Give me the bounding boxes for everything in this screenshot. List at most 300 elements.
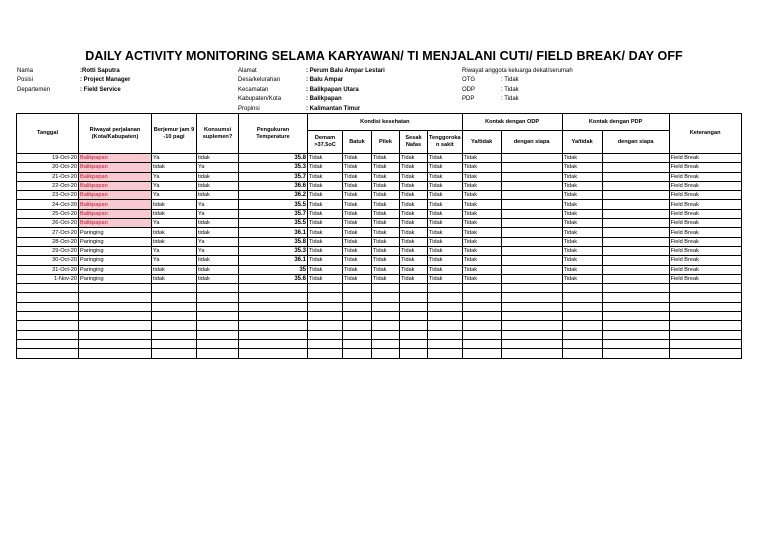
cell-odp-siapa bbox=[501, 209, 562, 218]
family-otg-label: OTG bbox=[462, 77, 475, 84]
employee-department-value: : Field Service bbox=[80, 86, 121, 93]
cell-tenggorokan: Tidak bbox=[428, 200, 463, 209]
empty-cell bbox=[197, 284, 239, 293]
empty-cell bbox=[400, 293, 428, 302]
cell-city: Balikpapan bbox=[79, 191, 152, 200]
cell-odp-siapa bbox=[501, 265, 562, 274]
cell-city: Balikpapan bbox=[79, 209, 152, 218]
family-pdp-value: : Tidak bbox=[501, 96, 519, 103]
cell-temperature: 35.5 bbox=[239, 219, 308, 228]
cell-odp: Tidak bbox=[462, 181, 501, 190]
empty-cell bbox=[428, 339, 463, 348]
cell-odp: Tidak bbox=[462, 256, 501, 265]
cell-date: 25-Oct-20 bbox=[17, 209, 79, 218]
empty-cell bbox=[372, 302, 400, 311]
cell-sesak: Tidak bbox=[400, 265, 428, 274]
empty-cell bbox=[308, 302, 343, 311]
cell-tenggorokan: Tidak bbox=[428, 172, 463, 181]
cell-temperature: 35.7 bbox=[239, 172, 308, 181]
empty-cell bbox=[562, 302, 602, 311]
empty-cell bbox=[428, 293, 463, 302]
empty-cell bbox=[669, 284, 741, 293]
cell-keterangan: Field Break bbox=[669, 200, 741, 209]
cell-date: 30-Oct-20 bbox=[17, 256, 79, 265]
empty-cell bbox=[79, 339, 152, 348]
cell-temperature: 35.8 bbox=[239, 237, 308, 246]
cell-odp-siapa bbox=[501, 181, 562, 190]
cell-pilek: Tidak bbox=[372, 228, 400, 237]
cell-konsumsi: tidak bbox=[197, 154, 239, 163]
cell-konsumsi: tidak bbox=[197, 256, 239, 265]
address-info bbox=[238, 67, 385, 114]
empty-cell bbox=[372, 349, 400, 358]
cell-odp-siapa bbox=[501, 163, 562, 172]
cell-batuk: Tidak bbox=[343, 246, 372, 255]
cell-sesak: Tidak bbox=[400, 219, 428, 228]
cell-batuk: Tidak bbox=[343, 172, 372, 181]
cell-batuk: Tidak bbox=[343, 256, 372, 265]
cell-batuk: Tidak bbox=[343, 191, 372, 200]
cell-city: Paringing bbox=[79, 228, 152, 237]
cell-sesak: Tidak bbox=[400, 256, 428, 265]
cell-pilek: Tidak bbox=[372, 256, 400, 265]
employee-info bbox=[17, 67, 130, 95]
cell-city: Paringing bbox=[79, 274, 152, 283]
empty-cell bbox=[462, 302, 501, 311]
header-berjemur: Berjemur jam 9 -10 pagi bbox=[152, 114, 197, 154]
header-kondisi: Kondisi kesehatan bbox=[308, 114, 463, 131]
empty-cell bbox=[602, 284, 669, 293]
cell-demam: Tidak bbox=[308, 154, 343, 163]
cell-konsumsi: Ya bbox=[197, 163, 239, 172]
cell-tenggorokan: Tidak bbox=[428, 154, 463, 163]
employee-department-row bbox=[17, 86, 130, 95]
header-tanggal: Tanggal bbox=[17, 114, 79, 154]
cell-odp-siapa bbox=[501, 172, 562, 181]
table-row bbox=[17, 237, 742, 246]
empty-cell bbox=[372, 321, 400, 330]
empty-cell bbox=[462, 349, 501, 358]
empty-table-row bbox=[17, 293, 742, 302]
empty-cell bbox=[197, 312, 239, 321]
cell-odp-siapa bbox=[501, 191, 562, 200]
cell-berjemur: Ya bbox=[152, 154, 197, 163]
header-demam: Demam >37.5oC bbox=[308, 131, 343, 154]
cell-demam: Tidak bbox=[308, 191, 343, 200]
empty-cell bbox=[343, 312, 372, 321]
empty-cell bbox=[197, 349, 239, 358]
empty-cell bbox=[343, 284, 372, 293]
cell-pilek: Tidak bbox=[372, 265, 400, 274]
empty-cell bbox=[17, 349, 79, 358]
empty-cell bbox=[152, 293, 197, 302]
village-row bbox=[238, 76, 385, 85]
cell-tenggorokan: Tidak bbox=[428, 209, 463, 218]
empty-cell bbox=[562, 349, 602, 358]
cell-pdp-siapa bbox=[602, 163, 669, 172]
cell-tenggorokan: Tidak bbox=[428, 237, 463, 246]
cell-odp: Tidak bbox=[462, 191, 501, 200]
family-odp-label: ODP bbox=[462, 86, 476, 93]
cell-pdp: Tidak bbox=[562, 256, 602, 265]
cell-pdp: Tidak bbox=[562, 274, 602, 283]
header-siapa-odp: dengan siapa bbox=[501, 131, 562, 154]
empty-cell bbox=[152, 321, 197, 330]
cell-konsumsi: Ya bbox=[197, 209, 239, 218]
city-value: : Balikpapan bbox=[306, 96, 342, 103]
empty-cell bbox=[428, 321, 463, 330]
cell-pdp-siapa bbox=[602, 237, 669, 246]
empty-cell bbox=[308, 349, 343, 358]
cell-berjemur: Ya bbox=[152, 246, 197, 255]
cell-date: 1-Nov-20 bbox=[17, 274, 79, 283]
cell-temperature: 36.6 bbox=[239, 181, 308, 190]
empty-table-row bbox=[17, 349, 742, 358]
empty-cell bbox=[17, 321, 79, 330]
table-row bbox=[17, 191, 742, 200]
empty-cell bbox=[501, 312, 562, 321]
cell-date: 21-Oct-20 bbox=[17, 172, 79, 181]
cell-konsumsi: Ya bbox=[197, 237, 239, 246]
cell-berjemur: Ya bbox=[152, 256, 197, 265]
cell-demam: Tidak bbox=[308, 219, 343, 228]
empty-cell bbox=[501, 284, 562, 293]
cell-berjemur: tidak bbox=[152, 163, 197, 172]
cell-pdp-siapa bbox=[602, 265, 669, 274]
empty-cell bbox=[343, 321, 372, 330]
empty-cell bbox=[343, 339, 372, 348]
empty-cell bbox=[562, 284, 602, 293]
cell-tenggorokan: Tidak bbox=[428, 228, 463, 237]
cell-date: 31-Oct-20 bbox=[17, 265, 79, 274]
cell-demam: Tidak bbox=[308, 172, 343, 181]
empty-cell bbox=[239, 293, 308, 302]
empty-cell bbox=[602, 349, 669, 358]
activity-table bbox=[16, 113, 742, 359]
cell-konsumsi: tidak bbox=[197, 265, 239, 274]
cell-sesak: Tidak bbox=[400, 191, 428, 200]
cell-pdp: Tidak bbox=[562, 228, 602, 237]
cell-temperature: 35.5 bbox=[239, 200, 308, 209]
employee-position-label: Posisi bbox=[17, 77, 34, 84]
empty-cell bbox=[669, 339, 741, 348]
district-row bbox=[238, 86, 385, 95]
cell-pdp-siapa bbox=[602, 154, 669, 163]
table-row bbox=[17, 181, 742, 190]
cell-pdp-siapa bbox=[602, 274, 669, 283]
cell-keterangan: Field Break bbox=[669, 274, 741, 283]
empty-cell bbox=[562, 321, 602, 330]
header-ya-tidak-pdp: Ya/tidak bbox=[562, 131, 602, 154]
cell-sesak: Tidak bbox=[400, 237, 428, 246]
cell-batuk: Tidak bbox=[343, 219, 372, 228]
empty-cell bbox=[17, 330, 79, 339]
empty-cell bbox=[501, 330, 562, 339]
cell-demam: Tidak bbox=[308, 200, 343, 209]
empty-table-row bbox=[17, 339, 742, 348]
cell-berjemur: tidak bbox=[152, 265, 197, 274]
cell-temperature: 36.2 bbox=[239, 191, 308, 200]
cell-odp: Tidak bbox=[462, 200, 501, 209]
header-pilek: Pilek bbox=[372, 131, 400, 154]
family-otg-row bbox=[462, 76, 573, 85]
empty-cell bbox=[239, 349, 308, 358]
empty-cell bbox=[308, 330, 343, 339]
cell-odp-siapa bbox=[501, 237, 562, 246]
cell-odp-siapa bbox=[501, 154, 562, 163]
empty-cell bbox=[152, 302, 197, 311]
cell-tenggorokan: Tidak bbox=[428, 274, 463, 283]
cell-temperature: 35.3 bbox=[239, 163, 308, 172]
empty-cell bbox=[343, 302, 372, 311]
header-kontak-odp: Kontak dengan ODP bbox=[462, 114, 562, 131]
empty-cell bbox=[501, 321, 562, 330]
empty-cell bbox=[79, 293, 152, 302]
cell-odp: Tidak bbox=[462, 237, 501, 246]
cell-pdp: Tidak bbox=[562, 163, 602, 172]
cell-keterangan: Field Break bbox=[669, 237, 741, 246]
empty-cell bbox=[562, 293, 602, 302]
empty-cell bbox=[669, 293, 741, 302]
district-label: Kecamatan bbox=[238, 86, 269, 93]
cell-keterangan: Field Break bbox=[669, 154, 741, 163]
empty-cell bbox=[239, 302, 308, 311]
empty-cell bbox=[462, 339, 501, 348]
empty-cell bbox=[79, 321, 152, 330]
cell-city: Balikpapan bbox=[79, 181, 152, 190]
empty-cell bbox=[152, 312, 197, 321]
empty-cell bbox=[152, 349, 197, 358]
district-value: : Balikpapan Utara bbox=[306, 86, 359, 93]
cell-pilek: Tidak bbox=[372, 163, 400, 172]
cell-sesak: Tidak bbox=[400, 228, 428, 237]
cell-temperature: 35.7 bbox=[239, 209, 308, 218]
empty-cell bbox=[501, 349, 562, 358]
empty-cell bbox=[669, 349, 741, 358]
empty-cell bbox=[428, 349, 463, 358]
cell-sesak: Tidak bbox=[400, 200, 428, 209]
cell-city: Balikpapan bbox=[79, 163, 152, 172]
header-ya-tidak-odp: Ya/tidak bbox=[462, 131, 501, 154]
cell-pdp-siapa bbox=[602, 228, 669, 237]
cell-keterangan: Field Break bbox=[669, 246, 741, 255]
cell-konsumsi: Ya bbox=[197, 246, 239, 255]
cell-pdp-siapa bbox=[602, 181, 669, 190]
cell-keterangan: Field Break bbox=[669, 172, 741, 181]
empty-cell bbox=[428, 312, 463, 321]
empty-cell bbox=[669, 330, 741, 339]
empty-cell bbox=[197, 302, 239, 311]
cell-date: 23-Oct-20 bbox=[17, 191, 79, 200]
cell-odp-siapa bbox=[501, 200, 562, 209]
cell-pdp: Tidak bbox=[562, 191, 602, 200]
province-label: Propinsi bbox=[238, 105, 260, 112]
empty-cell bbox=[197, 330, 239, 339]
cell-pdp: Tidak bbox=[562, 237, 602, 246]
cell-keterangan: Field Break bbox=[669, 163, 741, 172]
empty-cell bbox=[239, 312, 308, 321]
province-value: : Kalimantan Timur bbox=[306, 105, 361, 112]
cell-temperature: 35.3 bbox=[239, 246, 308, 255]
cell-tenggorokan: Tidak bbox=[428, 163, 463, 172]
empty-cell bbox=[400, 312, 428, 321]
cell-batuk: Tidak bbox=[343, 265, 372, 274]
cell-date: 26-Oct-20 bbox=[17, 219, 79, 228]
empty-cell bbox=[239, 330, 308, 339]
cell-pdp: Tidak bbox=[562, 172, 602, 181]
cell-pdp: Tidak bbox=[562, 246, 602, 255]
employee-name-label: Nama bbox=[17, 68, 34, 74]
empty-cell bbox=[428, 284, 463, 293]
cell-demam: Tidak bbox=[308, 256, 343, 265]
cell-temperature: 36.1 bbox=[239, 256, 308, 265]
empty-cell bbox=[308, 284, 343, 293]
table-row bbox=[17, 172, 742, 181]
empty-cell bbox=[79, 349, 152, 358]
cell-city: Balikpapan bbox=[79, 154, 152, 163]
cell-batuk: Tidak bbox=[343, 228, 372, 237]
empty-cell bbox=[400, 339, 428, 348]
table-row bbox=[17, 265, 742, 274]
cell-konsumsi: tidak bbox=[197, 228, 239, 237]
empty-cell bbox=[428, 302, 463, 311]
family-odp-row bbox=[462, 86, 573, 95]
empty-cell bbox=[17, 302, 79, 311]
empty-table-row bbox=[17, 284, 742, 293]
table-row bbox=[17, 256, 742, 265]
cell-pdp-siapa bbox=[602, 172, 669, 181]
cell-batuk: Tidak bbox=[343, 274, 372, 283]
empty-cell bbox=[602, 321, 669, 330]
cell-batuk: Tidak bbox=[343, 154, 372, 163]
cell-pdp-siapa bbox=[602, 246, 669, 255]
header-batuk: Batuk bbox=[343, 131, 372, 154]
village-label: Desa/kelurahan bbox=[238, 77, 281, 84]
cell-batuk: Tidak bbox=[343, 209, 372, 218]
empty-cell bbox=[669, 312, 741, 321]
empty-cell bbox=[562, 312, 602, 321]
family-odp-value: : Tidak bbox=[501, 86, 519, 93]
cell-pdp: Tidak bbox=[562, 181, 602, 190]
cell-odp: Tidak bbox=[462, 163, 501, 172]
empty-cell bbox=[308, 312, 343, 321]
header-tenggorokan: Tenggoroka n sakit bbox=[428, 131, 463, 154]
cell-konsumsi: tidak bbox=[197, 274, 239, 283]
cell-tenggorokan: Tidak bbox=[428, 246, 463, 255]
cell-city: Paringing bbox=[79, 237, 152, 246]
empty-cell bbox=[372, 339, 400, 348]
cell-odp-siapa bbox=[501, 246, 562, 255]
empty-cell bbox=[462, 321, 501, 330]
cell-berjemur: Ya bbox=[152, 172, 197, 181]
address-label: Alamat bbox=[238, 68, 257, 74]
empty-cell bbox=[372, 312, 400, 321]
cell-pdp-siapa bbox=[602, 191, 669, 200]
city-label: Kabupaten/Kota bbox=[238, 96, 282, 103]
cell-pdp-siapa bbox=[602, 200, 669, 209]
cell-pilek: Tidak bbox=[372, 181, 400, 190]
cell-temperature: 35.6 bbox=[239, 274, 308, 283]
cell-batuk: Tidak bbox=[343, 237, 372, 246]
table-row bbox=[17, 228, 742, 237]
empty-table-row bbox=[17, 321, 742, 330]
empty-cell bbox=[152, 284, 197, 293]
cell-tenggorokan: Tidak bbox=[428, 191, 463, 200]
cell-tenggorokan: Tidak bbox=[428, 219, 463, 228]
cell-pdp: Tidak bbox=[562, 265, 602, 274]
empty-cell bbox=[501, 302, 562, 311]
empty-cell bbox=[79, 330, 152, 339]
cell-odp-siapa bbox=[501, 219, 562, 228]
table-row bbox=[17, 200, 742, 209]
family-info bbox=[462, 67, 573, 105]
cell-city: Balikpapan bbox=[79, 172, 152, 181]
cell-sesak: Tidak bbox=[400, 181, 428, 190]
cell-demam: Tidak bbox=[308, 246, 343, 255]
family-otg-value: : Tidak bbox=[501, 77, 519, 84]
cell-pdp: Tidak bbox=[562, 200, 602, 209]
cell-pilek: Tidak bbox=[372, 154, 400, 163]
cell-berjemur: tidak bbox=[152, 209, 197, 218]
empty-cell bbox=[17, 293, 79, 302]
cell-sesak: Tidak bbox=[400, 172, 428, 181]
cell-pdp-siapa bbox=[602, 219, 669, 228]
cell-keterangan: Field Break bbox=[669, 256, 741, 265]
empty-cell bbox=[17, 339, 79, 348]
empty-cell bbox=[400, 330, 428, 339]
cell-konsumsi: tidak bbox=[197, 181, 239, 190]
header-pengukuran: Pengukuran Temperature bbox=[239, 114, 308, 154]
cell-demam: Tidak bbox=[308, 181, 343, 190]
empty-cell bbox=[602, 302, 669, 311]
cell-odp: Tidak bbox=[462, 228, 501, 237]
cell-keterangan: Field Break bbox=[669, 181, 741, 190]
cell-date: 29-Oct-20 bbox=[17, 246, 79, 255]
cell-pilek: Tidak bbox=[372, 246, 400, 255]
empty-cell bbox=[669, 321, 741, 330]
cell-berjemur: tidak bbox=[152, 228, 197, 237]
header-riwayat: Riwayat perjalanan (Kota/Kabupaten) bbox=[79, 114, 152, 154]
cell-sesak: Tidak bbox=[400, 154, 428, 163]
empty-cell bbox=[562, 339, 602, 348]
empty-cell bbox=[79, 302, 152, 311]
empty-cell bbox=[462, 330, 501, 339]
header-siapa-pdp: dengan siapa bbox=[602, 131, 669, 154]
table-row bbox=[17, 274, 742, 283]
empty-cell bbox=[462, 293, 501, 302]
cell-city: Balikpapan bbox=[79, 200, 152, 209]
cell-keterangan: Field Break bbox=[669, 228, 741, 237]
empty-cell bbox=[343, 349, 372, 358]
employee-department-label: Departemen bbox=[17, 86, 51, 93]
empty-cell bbox=[79, 284, 152, 293]
cell-tenggorokan: Tidak bbox=[428, 181, 463, 190]
cell-berjemur: tidak bbox=[152, 274, 197, 283]
table-body bbox=[17, 154, 742, 359]
header-konsumsi: Konsumsi suplemen? bbox=[197, 114, 239, 154]
empty-cell bbox=[152, 339, 197, 348]
cell-temperature: 35 bbox=[239, 265, 308, 274]
empty-cell bbox=[501, 339, 562, 348]
table-row bbox=[17, 163, 742, 172]
empty-cell bbox=[400, 349, 428, 358]
family-pdp-row bbox=[462, 95, 573, 104]
cell-sesak: Tidak bbox=[400, 209, 428, 218]
cell-temperature: 35.8 bbox=[239, 154, 308, 163]
empty-cell bbox=[602, 339, 669, 348]
cell-odp-siapa bbox=[501, 256, 562, 265]
header-kontak-pdp: Kontak dengan PDP bbox=[562, 114, 669, 131]
